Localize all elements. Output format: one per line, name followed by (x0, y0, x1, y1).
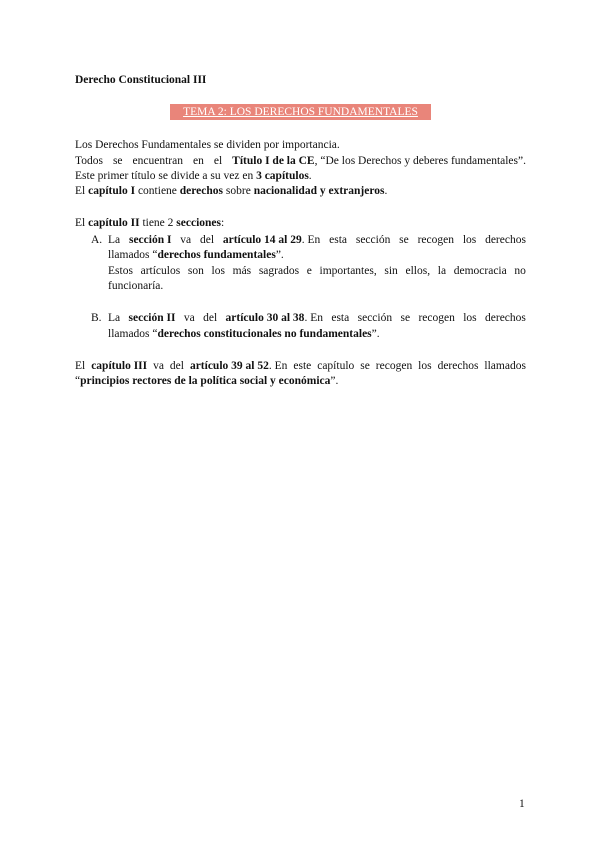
item-a-line-4: funcionaría. (108, 280, 164, 292)
page-number: 1 (519, 798, 525, 810)
document-header: Derecho Constitucional III (75, 74, 207, 86)
intro-line-3: Este primer título se divide a su vez en 3 capítulos. (75, 170, 312, 182)
intro-line-4: El capítulo I contiene derechos sobre nacionalidad y extranjeros. (75, 185, 388, 197)
chapter2-intro: El capítulo II tiene 2 secciones: (75, 217, 225, 229)
list-marker-b: B. (91, 312, 102, 324)
chapter3-line-2: “principios rectores de la política social y económica”. (75, 375, 339, 387)
item-b-line-2: llamados “derechos constitucionales no fundamentales”. (108, 328, 380, 340)
chapter3-line-1: El capítulo III va del artículo 39 al 52. En este capítulo se recogen los derechos llamados (75, 360, 526, 372)
topic-title: TEMA 2: LOS DERECHOS FUNDAMENTALES (170, 104, 431, 120)
item-a-line-1: La sección I va del artículo 14 al 29. En esta sección se recogen los derechos (108, 234, 526, 246)
intro-line-1: Los Derechos Fundamentales se dividen por importancia. (75, 139, 340, 151)
list-marker-a: A. (91, 234, 103, 246)
item-b-line-1: La sección II va del artículo 30 al 38. En esta sección se recogen los derechos (108, 312, 526, 324)
item-a-line-3: Estos artículos son los más sagrados e importantes, sin ellos, la democracia no (108, 265, 526, 277)
item-a-line-2: llamados “derechos fundamentales”. (108, 249, 284, 261)
intro-line-2: Todos se encuentran en el Título I de la CE, “De los Derechos y deberes fundamentales”. (75, 155, 526, 167)
